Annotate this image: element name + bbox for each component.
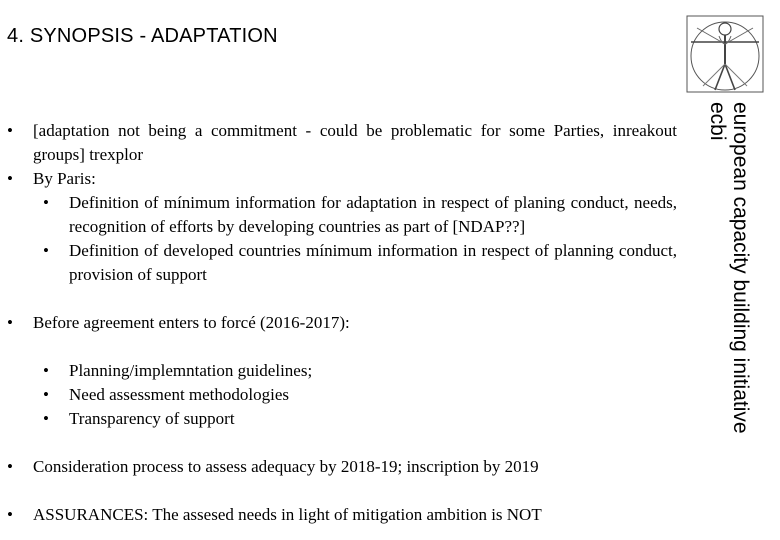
bullet-icon: • (43, 193, 49, 212)
list-item-text: ASSURANCES: The assesed needs in light of mitigation ambition is NOT (33, 505, 542, 524)
list-item (7, 455, 677, 479)
list-item-text: Planning/implemntation guidelines; (69, 361, 313, 380)
list-item-text: [adaptation not being a commitment - could be problematic for some Parties, inreakout groups] trexplor (33, 121, 677, 164)
list-item-text: By Paris: (33, 169, 96, 188)
list-item-text: Need assessment methodologies (69, 385, 290, 404)
list-item (7, 359, 677, 383)
list-item (7, 383, 677, 407)
vitruvian-man-logo-icon (685, 14, 765, 94)
list-item (7, 311, 677, 335)
bullet-icon: • (7, 457, 13, 476)
bullet-icon: • (7, 121, 13, 140)
bullet-icon: • (43, 361, 49, 380)
bullet-icon: • (43, 241, 49, 260)
list-item (7, 119, 677, 167)
list-item-text: Definition of developed countries mínimum information in respect of planning conduct, provision of support (69, 241, 677, 284)
list-item (7, 407, 677, 431)
bullet-icon: • (7, 169, 13, 188)
list-item (7, 167, 677, 191)
list-item-text: Consideration process to assess adequacy by 2018-19; inscription by 2019 (33, 457, 539, 476)
list-item-text: Before agreement enters to forcé (2016-2017): (33, 313, 350, 332)
slide-title: 4. SYNOPSIS - ADAPTATION (7, 25, 278, 47)
bullet-icon: • (7, 313, 13, 332)
list-item (7, 191, 677, 239)
list-item (7, 239, 677, 287)
side-text-line2: ecbi (706, 102, 729, 141)
list-item-text: Transparency of support (69, 409, 235, 428)
bullet-icon: • (7, 505, 13, 524)
list-item-text: Definition of mínimum information for adaptation in respect of planing conduct, needs, recognition of efforts by developing countries as part of [NDAP??] (69, 193, 677, 236)
ecbi-vertical-label (700, 102, 752, 516)
bullet-icon: • (43, 409, 49, 428)
side-text-line1: european capacity building initiative (729, 102, 752, 434)
bullet-list (7, 119, 677, 527)
list-item (7, 503, 677, 527)
bullet-icon: • (43, 385, 49, 404)
